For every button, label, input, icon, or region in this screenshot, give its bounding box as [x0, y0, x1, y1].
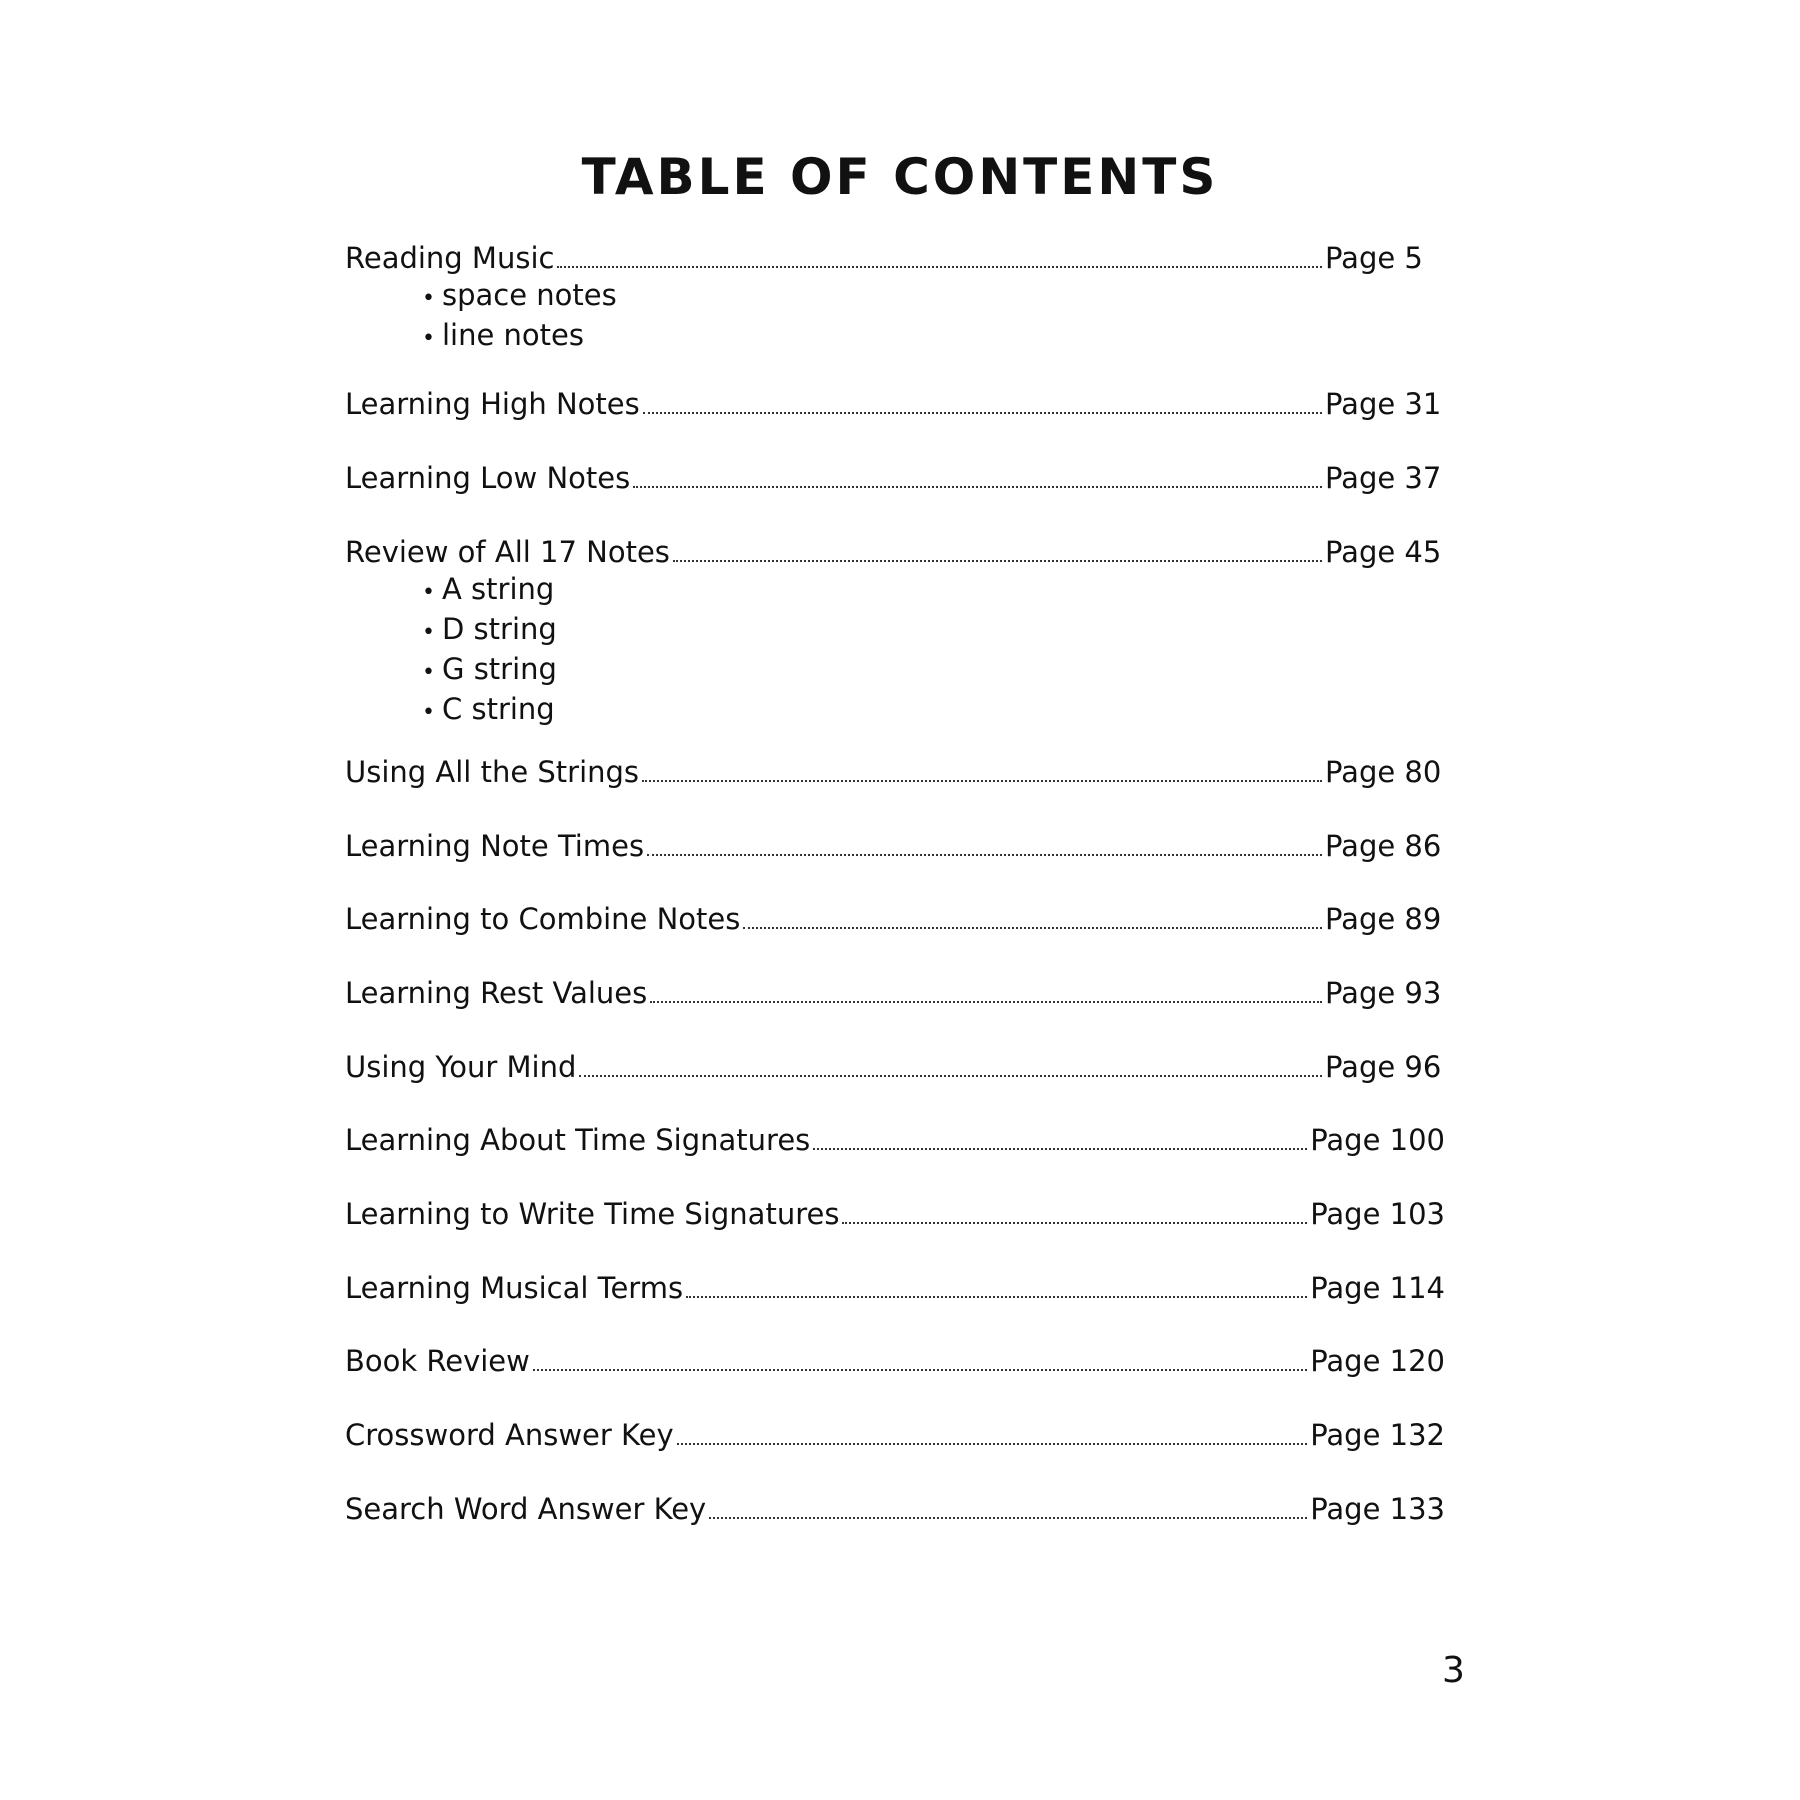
dot-leader	[647, 853, 1322, 856]
page-title: TABLE OF CONTENTS	[581, 148, 1219, 206]
toc-row	[345, 1196, 1445, 1233]
toc-row	[345, 240, 1445, 277]
dot-leader	[813, 1147, 1307, 1150]
toc-entry-label: Using Your Mind	[345, 1050, 577, 1084]
dot-leader	[643, 411, 1322, 414]
toc-subitem-label: G string	[442, 652, 557, 686]
toc-entry-page: Page 100	[1310, 1123, 1445, 1157]
bullet-icon: •	[422, 580, 435, 605]
dot-leader	[533, 1368, 1307, 1371]
toc-entry	[345, 1343, 1445, 1380]
toc-subitem-label: line notes	[442, 318, 584, 352]
dot-leader	[686, 1295, 1307, 1298]
toc-entry	[345, 534, 1445, 731]
toc-entry	[345, 975, 1445, 1012]
toc-entry-page: Page 132	[1310, 1418, 1445, 1452]
toc-row	[345, 1343, 1445, 1380]
toc-entry	[345, 460, 1445, 497]
toc-row	[345, 1122, 1445, 1159]
toc-entry	[345, 240, 1445, 357]
toc-subitem	[345, 611, 1445, 651]
dot-leader	[709, 1516, 1307, 1519]
toc-entry-page: Page 103	[1310, 1197, 1445, 1231]
page-number: 3	[1442, 1650, 1465, 1691]
dot-leader	[743, 926, 1322, 929]
toc-entry	[345, 901, 1445, 938]
toc-entry	[345, 1270, 1445, 1307]
toc-entry-page: Page 45	[1325, 535, 1442, 569]
toc-entry-label: Review of All 17 Notes	[345, 535, 670, 569]
toc-row	[345, 1417, 1445, 1454]
toc-entry-label: Learning High Notes	[345, 387, 640, 421]
toc-entry-label: Learning Musical Terms	[345, 1271, 684, 1305]
toc-entry	[345, 1196, 1445, 1233]
toc-entry-page: Page 31	[1325, 387, 1442, 421]
toc-entry-label: Using All the Strings	[345, 755, 640, 789]
toc-subitem	[345, 571, 1445, 611]
toc-row	[345, 1270, 1445, 1307]
toc-subitem-label: space notes	[442, 278, 617, 312]
toc-entry-page: Page 133	[1310, 1492, 1445, 1526]
dot-leader	[633, 485, 1322, 488]
toc-subitem-label: D string	[442, 612, 557, 646]
toc-entry-label: Learning Rest Values	[345, 976, 648, 1010]
toc-subitem-label: A string	[442, 572, 555, 606]
toc-entry-label: Search Word Answer Key	[345, 1492, 707, 1526]
toc-entry-label: Learning About Time Signatures	[345, 1123, 811, 1157]
toc-entry-page: Page 5	[1325, 241, 1423, 275]
bullet-icon: •	[422, 700, 435, 725]
toc-row	[345, 901, 1445, 938]
toc-entry-label: Crossword Answer Key	[345, 1418, 674, 1452]
bullet-icon: •	[422, 326, 435, 351]
bullet-icon: •	[422, 620, 435, 645]
dot-leader	[557, 265, 1322, 268]
toc-subitem-label: C string	[442, 692, 555, 726]
dot-leader	[650, 1000, 1322, 1003]
toc-row	[345, 386, 1445, 423]
dot-leader	[677, 1442, 1308, 1445]
toc-entry-label: Book Review	[345, 1344, 530, 1378]
bullet-icon: •	[422, 286, 435, 311]
toc-entry	[345, 828, 1445, 865]
toc-entry-page: Page 89	[1325, 902, 1442, 936]
toc-entry-page: Page 96	[1325, 1050, 1442, 1084]
bullet-icon: •	[422, 660, 435, 685]
toc-entry-page: Page 80	[1325, 755, 1442, 789]
toc-entry-label: Learning Note Times	[345, 829, 645, 863]
toc-row	[345, 975, 1445, 1012]
toc-subitem	[345, 317, 1445, 357]
toc-entry-page: Page 120	[1310, 1344, 1445, 1378]
toc-entry-page: Page 86	[1325, 829, 1442, 863]
toc-subitem	[345, 691, 1445, 731]
toc-entry-page: Page 37	[1325, 461, 1442, 495]
toc-row	[345, 1491, 1445, 1528]
toc-row	[345, 534, 1445, 571]
dot-leader	[842, 1221, 1307, 1224]
toc-entry	[345, 386, 1445, 423]
toc-entry	[345, 1122, 1445, 1159]
dot-leader	[673, 559, 1322, 562]
toc-entry-page: Page 114	[1310, 1271, 1445, 1305]
dot-leader	[642, 779, 1322, 782]
toc-entry	[345, 1417, 1445, 1454]
toc-entry-label: Learning to Combine Notes	[345, 902, 741, 936]
toc-entry-label: Learning to Write Time Signatures	[345, 1197, 840, 1231]
toc-entry	[345, 1049, 1445, 1086]
toc-row	[345, 828, 1445, 865]
dot-leader	[579, 1074, 1322, 1077]
toc-subitem	[345, 277, 1445, 317]
toc-entry-label: Reading Music	[345, 241, 555, 275]
toc-entry	[345, 754, 1445, 791]
toc-row	[345, 460, 1445, 497]
toc-row	[345, 1049, 1445, 1086]
toc-entry-page: Page 93	[1325, 976, 1442, 1010]
toc-row	[345, 754, 1445, 791]
toc-subitem	[345, 651, 1445, 691]
toc-entry-label: Learning Low Notes	[345, 461, 631, 495]
toc-entry	[345, 1491, 1445, 1528]
